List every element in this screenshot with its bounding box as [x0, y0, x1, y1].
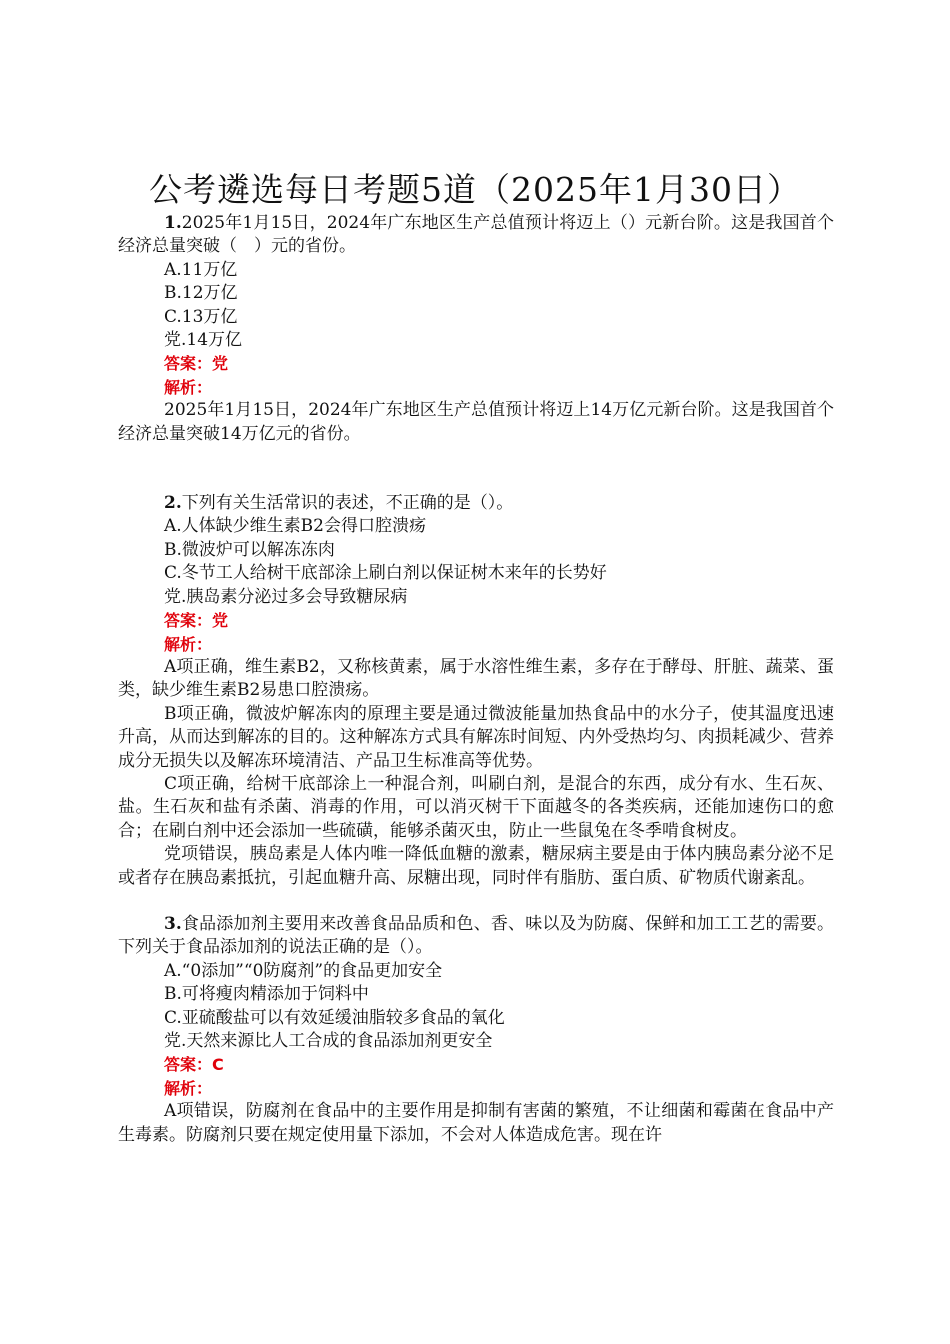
analysis-label: 解析： [164, 634, 213, 654]
option-d: 党.胰岛素分泌过多会导致糖尿病 [164, 586, 408, 607]
analysis-label: 解析： [164, 1078, 213, 1098]
option-c: C.亚硫酸盐可以有效延缓油脂较多食品的氧化 [164, 1007, 505, 1028]
question-3 [118, 913, 834, 1147]
answer-prefix: 答案： [164, 1055, 213, 1075]
spacer [118, 446, 834, 469]
analysis-paragraph: B项正确，微波炉解冻肉的原理主要是通过微波能量加热食品中的水分子，使其温度迅速升高，从而达到解冻的目的。这种解冻方式具有解冻时间短、内外受热均匀、肉损耗减少、营养成分无损失以及解冻环境清洁、产品卫生标准高等优势。 [118, 703, 834, 771]
answer-prefix: 答案： [164, 354, 213, 374]
option-a: A.11万亿 [164, 259, 238, 280]
answer-value: 党 [212, 611, 229, 631]
analysis-paragraph: 2025年1月15日，2024年广东地区生产总值预计将迈上14万亿元新台阶。这是我国首个经济总量突破14万亿元的省份。 [118, 400, 834, 444]
question-number: 3. [164, 913, 182, 934]
answer-line [118, 352, 834, 375]
question-1 [118, 212, 834, 446]
spacer [118, 890, 834, 913]
option-d: 党.14万亿 [164, 330, 243, 351]
answer-value: C [212, 1055, 224, 1075]
option-d: 党.天然来源比人工合成的食品添加剂更安全 [164, 1031, 493, 1051]
answer-value: 党 [212, 354, 229, 374]
question-stem [118, 492, 834, 515]
option-c: C.13万亿 [164, 306, 238, 327]
option-b: B.12万亿 [164, 283, 238, 304]
option-a: A.“0添加”“0防腐剂”的食品更加安全 [164, 960, 443, 981]
question-text: 食品添加剂主要用来改善食品品质和色、香、味以及为防腐、保鲜和加工工艺的需要。下列关于食品添加剂的说法正确的是（）。 [118, 913, 834, 958]
question-number: 1. [164, 213, 182, 233]
question-text: 2025年1月15日，2024年广东地区生产总值预计将迈上（）元新台阶。这是我国首个经济总量突破（ ）元的省份。 [118, 213, 834, 257]
answer-prefix: 答案： [164, 611, 213, 631]
question-stem [118, 913, 834, 960]
analysis-paragraph: A项正确，维生素B2，又称核黄素，属于水溶性维生素，多存在于酵母、肝脏、蔬菜、蛋类，缺少维生素B2易患口腔溃疡。 [118, 656, 834, 701]
option-c: C.冬节工人给树干底部涂上刷白剂以保证树木来年的长势好 [164, 563, 607, 584]
spacer [118, 469, 834, 492]
page-title: 公考遴选每日考题5道（2025年1月30日） [149, 170, 801, 209]
option-a: A.人体缺少维生素B2会得口腔溃疡 [164, 516, 426, 537]
option-b: B.可将瘦肉精添加于饲料中 [164, 984, 369, 1005]
document-body [118, 212, 834, 1147]
analysis-paragraph: 党项错误，胰岛素是人体内唯一降低血糖的激素，糖尿病主要是由于体内胰岛素分泌不足或者存在胰岛素抵抗，引起血糖升高、尿糖出现，同时伴有脂肪、蛋白质、矿物质代谢紊乱。 [118, 844, 834, 888]
question-2 [118, 492, 834, 890]
question-text: 下列有关生活常识的表述，不正确的是（）。 [181, 493, 514, 514]
answer-line [118, 1053, 834, 1076]
answer-line [118, 609, 834, 632]
analysis-label: 解析： [164, 377, 213, 397]
analysis-paragraph: C项正确，给树干底部涂上一种混合剂，叫刷白剂，是混合的东西，成分有水、生石灰、盐。生石灰和盐有杀菌、消毒的作用，可以消灭树干下面越冬的各类疾病，还能加速伤口的愈合；在刷白剂中还会添加一些硫磺，能够杀菌灭虫，防止一些鼠兔在冬季啃食树皮。 [118, 773, 834, 841]
option-b: B.微波炉可以解冻冻肉 [164, 539, 335, 560]
question-number: 2. [164, 493, 182, 514]
question-stem [118, 212, 834, 259]
analysis-paragraph: A项错误，防腐剂在食品中的主要作用是抑制有害菌的繁殖，不让细菌和霉菌在食品中产生毒素。防腐剂只要在规定使用量下添加，不会对人体造成危害。现在许 [118, 1101, 834, 1145]
